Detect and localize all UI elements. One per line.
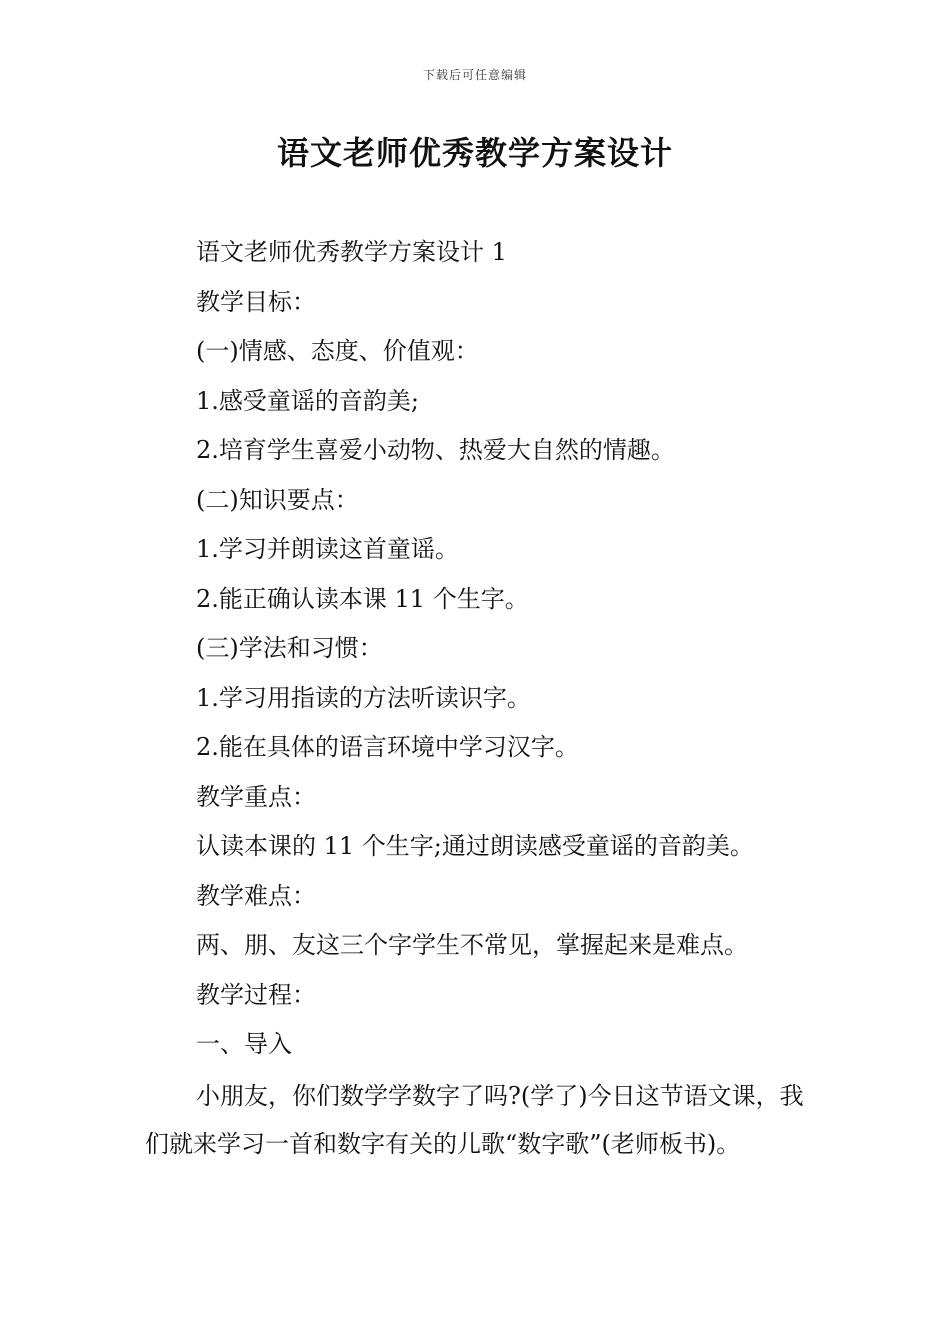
document-body xyxy=(145,228,815,1168)
document-title: 语文老师优秀教学方案设计 xyxy=(276,134,673,172)
text-line: 教学重点： xyxy=(196,782,316,811)
text-line: 教学过程： xyxy=(196,980,316,1009)
text-line: 1.感受童谣的音韵美; xyxy=(196,386,419,415)
body-paragraph: 小朋友，你们数学学数字了吗?(学了)今日这节语文课，我们就来学习一首和数字有关的儿歌“数字歌”(老师板书)。 xyxy=(145,1081,804,1158)
section-heading: 语文老师优秀教学方案设计 1 xyxy=(196,238,507,266)
text-line: 一、导入 xyxy=(196,1030,292,1058)
text-line: 认读本课的 11 个生字;通过朗读感受童谣的音韵美。 xyxy=(196,832,754,860)
text-line: 2.能在具体的语言环境中学习汉字。 xyxy=(196,733,579,761)
text-line: 1.学习并朗读这首童谣。 xyxy=(196,535,459,563)
text-line: 教学难点： xyxy=(196,881,316,910)
text-line: (三)学法和习惯： xyxy=(196,634,383,662)
text-line: 2.培育学生喜爱小动物、热爱大自然的情趣。 xyxy=(196,436,675,464)
text-line: (一)情感、态度、价值观： xyxy=(196,337,479,365)
text-line: 教学目标： xyxy=(196,287,316,316)
header-note: 下载后可任意编辑 xyxy=(422,68,527,82)
text-line: 2.能正确认读本课 11 个生字。 xyxy=(196,584,529,613)
text-line: (二)知识要点： xyxy=(196,485,359,514)
text-line: 1.学习用指读的方法听读识字。 xyxy=(196,683,531,712)
text-line: 两、朋、友这三个字学生不常见，掌握起来是难点。 xyxy=(196,931,748,959)
